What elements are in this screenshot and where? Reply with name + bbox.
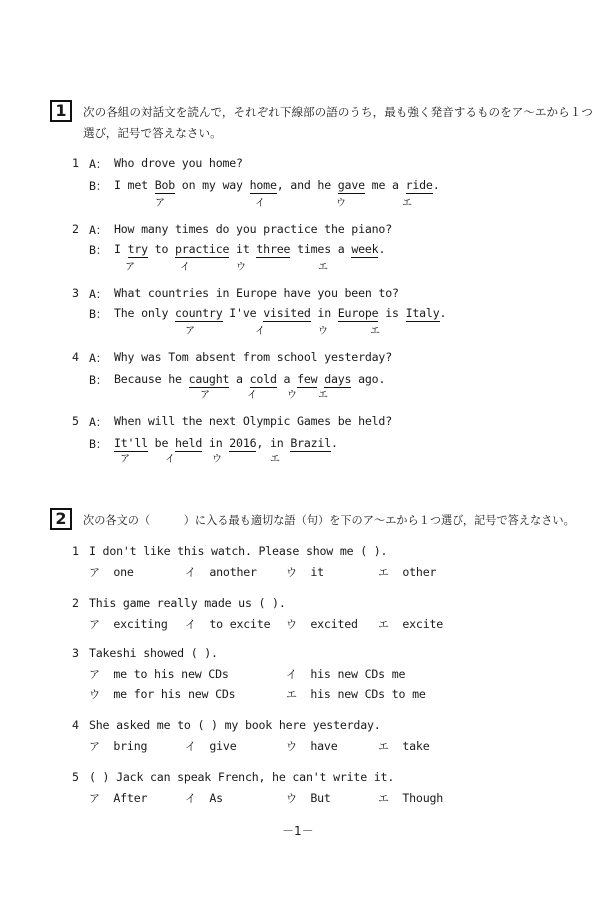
s1-item3-mark-a: ア xyxy=(185,326,195,337)
s2-item4-opt-i: イ give xyxy=(185,739,237,753)
s1-item5-a-label: A： xyxy=(89,415,108,429)
s2-item1-opt-e: エ other xyxy=(378,565,437,579)
underlined-word-i: visited xyxy=(263,306,311,320)
s1-item1-a-label: A： xyxy=(89,157,108,171)
s1-item2-num: 2 xyxy=(72,222,79,236)
s1-item2-mark-e: エ xyxy=(318,262,328,273)
s2-item1-num: 1 xyxy=(72,544,79,558)
s2-item5-opt-a: ア After xyxy=(89,791,148,805)
s1-item4-b-sentence: Because he caught a cold a few days ago. xyxy=(114,372,386,386)
s1-item2-b-label: B： xyxy=(89,243,108,257)
s2-item1-opt-i: イ another xyxy=(185,565,257,579)
s2-item4-opt-u: ウ have xyxy=(286,739,338,753)
s2-item4-opt-e: エ take xyxy=(378,739,430,753)
s2-item2-opt-a: ア exciting xyxy=(89,617,168,631)
underlined-word-e: week xyxy=(351,242,379,256)
s1-item2-b-sentence: I try to practice it three times a week. xyxy=(114,242,386,256)
s2-item2-sentence: This game really made us ( ). xyxy=(89,596,286,610)
s1-item4-mark-e: エ xyxy=(318,390,328,401)
s2-item5-sentence: ( ) Jack can speak French, he can't write it. xyxy=(89,770,395,784)
underlined-word-u: three xyxy=(256,242,291,256)
s2-item1-opt-a: ア one xyxy=(89,565,134,579)
s1-item5-b-label: B： xyxy=(89,437,108,451)
underlined-word-u: few xyxy=(297,372,318,386)
section1-number-box xyxy=(50,100,72,122)
s1-item3-mark-u: ウ xyxy=(318,326,328,337)
s2-item2-opt-i: イ to excite xyxy=(185,617,271,631)
underlined-word-u: gave xyxy=(337,178,365,192)
section1-instruction-line1: 次の各組の対話文を読んで，それぞれ下線部の語のうち，最も強く発音するものをア～エから１つ xyxy=(83,105,593,119)
s1-item5-mark-i: イ xyxy=(165,454,175,465)
underlined-word-a: Bob xyxy=(154,178,176,192)
s1-item4-a-text: Why was Tom absent from school yesterday? xyxy=(114,350,392,364)
underlined-word-a: try xyxy=(127,242,148,256)
underlined-word-a: country xyxy=(175,306,223,320)
s2-item1-opt-u: ウ it xyxy=(286,565,324,579)
s1-item1-a-text: Who drove you home? xyxy=(114,156,243,170)
s1-item3-a-label: A： xyxy=(89,287,108,301)
underlined-word-e: Brazil xyxy=(290,436,331,450)
s2-item4-opt-a: ア bring xyxy=(89,739,148,753)
s2-item3-opt-i: イ his new CDs me xyxy=(286,667,406,681)
s1-item3-a-text: What countries in Europe have you been to? xyxy=(114,286,399,300)
s2-item3-opt-a: ア me to his new CDs xyxy=(89,667,229,681)
s1-item2-mark-a: ア xyxy=(125,262,135,273)
underlined-word-e: days xyxy=(324,372,352,386)
s2-item1-sentence: I don't like this watch. Please show me ( ). xyxy=(89,544,388,558)
s2-item3-num: 3 xyxy=(72,646,79,660)
s1-item3-mark-e: エ xyxy=(370,326,380,337)
underlined-word-e: Italy xyxy=(405,306,440,320)
s1-item3-mark-i: イ xyxy=(255,326,265,337)
s1-item1-mark-e: エ xyxy=(402,198,412,209)
underlined-word-i: cold xyxy=(249,372,277,386)
s2-item2-opt-u: ウ excited xyxy=(286,617,358,631)
s1-item5-num: 5 xyxy=(72,414,79,428)
s1-item5-b-sentence: It'll be held in 2016, in Brazil. xyxy=(114,436,338,450)
s2-item4-sentence: She asked me to ( ) my book here yesterday. xyxy=(89,718,381,732)
s2-item3-sentence: Takeshi showed ( ). xyxy=(89,646,218,660)
s1-item2-a-label: A： xyxy=(89,223,108,237)
s1-item5-mark-u: ウ xyxy=(212,454,222,465)
page-number: －1－ xyxy=(282,824,314,838)
s2-item5-num: 5 xyxy=(72,770,79,784)
s1-item4-mark-a: ア xyxy=(200,390,210,401)
s2-item2-opt-e: エ excite xyxy=(378,617,444,631)
s1-item4-a-label: A： xyxy=(89,351,108,365)
section2-number-box xyxy=(50,508,72,530)
s1-item5-mark-a: ア xyxy=(120,454,130,465)
s1-item4-mark-i: イ xyxy=(247,390,257,401)
s1-item2-a-text: How many times do you practice the piano? xyxy=(114,222,392,236)
s1-item3-b-label: B： xyxy=(89,307,108,321)
s1-item1-mark-i: イ xyxy=(255,198,265,209)
s2-item4-num: 4 xyxy=(72,718,79,732)
s2-item2-num: 2 xyxy=(72,596,79,610)
s1-item4-num: 4 xyxy=(72,350,79,364)
underlined-word-a: It'll xyxy=(114,436,148,450)
section2-number: 2 xyxy=(55,509,67,528)
section1-instruction-line2: 選び，記号で答えなさい。 xyxy=(83,126,222,140)
s1-item1-b-label: B： xyxy=(89,179,108,193)
s1-item1-mark-a: ア xyxy=(155,198,165,209)
underlined-word-u: Europe xyxy=(337,306,379,320)
underlined-word-i: held xyxy=(175,436,203,450)
underlined-word-e: ride xyxy=(405,178,433,192)
s1-item1-b-sentence: I met Bob on my way home, and he gave me a ride. xyxy=(114,178,440,192)
s2-item5-opt-u: ウ But xyxy=(286,791,331,805)
underlined-word-i: home xyxy=(249,178,277,192)
underlined-word-a: caught xyxy=(188,372,230,386)
s2-item3-opt-e: エ his new CDs to me xyxy=(286,687,426,701)
s1-item1-num: 1 xyxy=(72,156,79,170)
section2-instruction: 次の各文の（ ）に入る最も適切な語（句）を下のア～エから１つ選び，記号で答えなさい。 xyxy=(83,514,575,527)
s2-item3-opt-u: ウ me for his new CDs xyxy=(89,687,236,701)
s2-item5-opt-e: エ Though xyxy=(378,791,444,805)
underlined-word-i: practice xyxy=(175,242,230,256)
s2-item5-opt-i: イ As xyxy=(185,791,223,805)
s1-item5-a-text: When will the next Olympic Games be held? xyxy=(114,414,392,428)
s1-item2-mark-u: ウ xyxy=(236,262,246,273)
underlined-word-u: 2016 xyxy=(229,436,257,450)
s1-item4-b-label: B： xyxy=(89,373,108,387)
s1-item1-mark-u: ウ xyxy=(336,198,346,209)
s1-item3-b-sentence: The only country I've visited in Europe is Italy. xyxy=(114,306,447,320)
s1-item5-mark-e: エ xyxy=(270,454,280,465)
s1-item2-mark-i: イ xyxy=(180,262,190,273)
section1-number: 1 xyxy=(55,101,67,120)
s1-item4-mark-u: ウ xyxy=(287,390,297,401)
s1-item3-num: 3 xyxy=(72,286,79,300)
